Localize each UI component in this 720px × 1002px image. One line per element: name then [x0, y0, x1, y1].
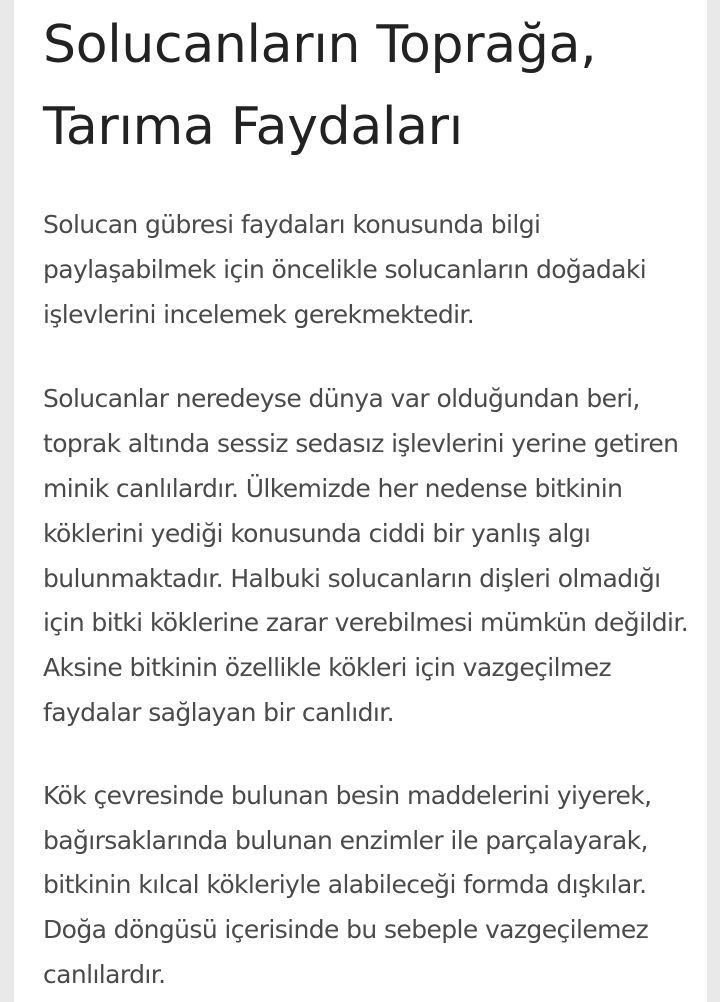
article-paragraph-1: Solucan gübresi faydaları konusunda bilgi paylaşabilmek için öncelikle solucanların doğadaki işlevlerini incelemek gerekmektedir.: [43, 210, 647, 329]
article-content: [43, 0, 693, 998]
article-page: [14, 0, 707, 1002]
article-paragraph-2: Solucanlar neredeyse dünya var olduğundan beri, toprak altında sessiz sedasız işlevlerini yerine getiren minik canlılardır. Ülkemizde her nedense bitkinin köklerini yediği konusunda ciddi bir yanlış algı bulunmaktadır. Halbuki solucanların dişleri olmadığı için bitki köklerine zarar verebilmesi mümkün değildir. Aksine bitkinin özellikle kökleri için vazgeçilmez faydalar sağlayan bir canlıdır.: [43, 384, 689, 727]
article-paragraph-3: Kök çevresinde bulunan besin maddelerini yiyerek, bağırsaklarında bulunan enzimler ile parçalayarak, bitkinin kılcal kökleriyle alabileceği formda dışkılar. Doğa döngüsü içerisinde bu sebeple vazgeçilemez canlılardır.: [43, 780, 652, 989]
article-title: Solucanların Toprağa, Tarıma Faydaları: [43, 15, 597, 157]
